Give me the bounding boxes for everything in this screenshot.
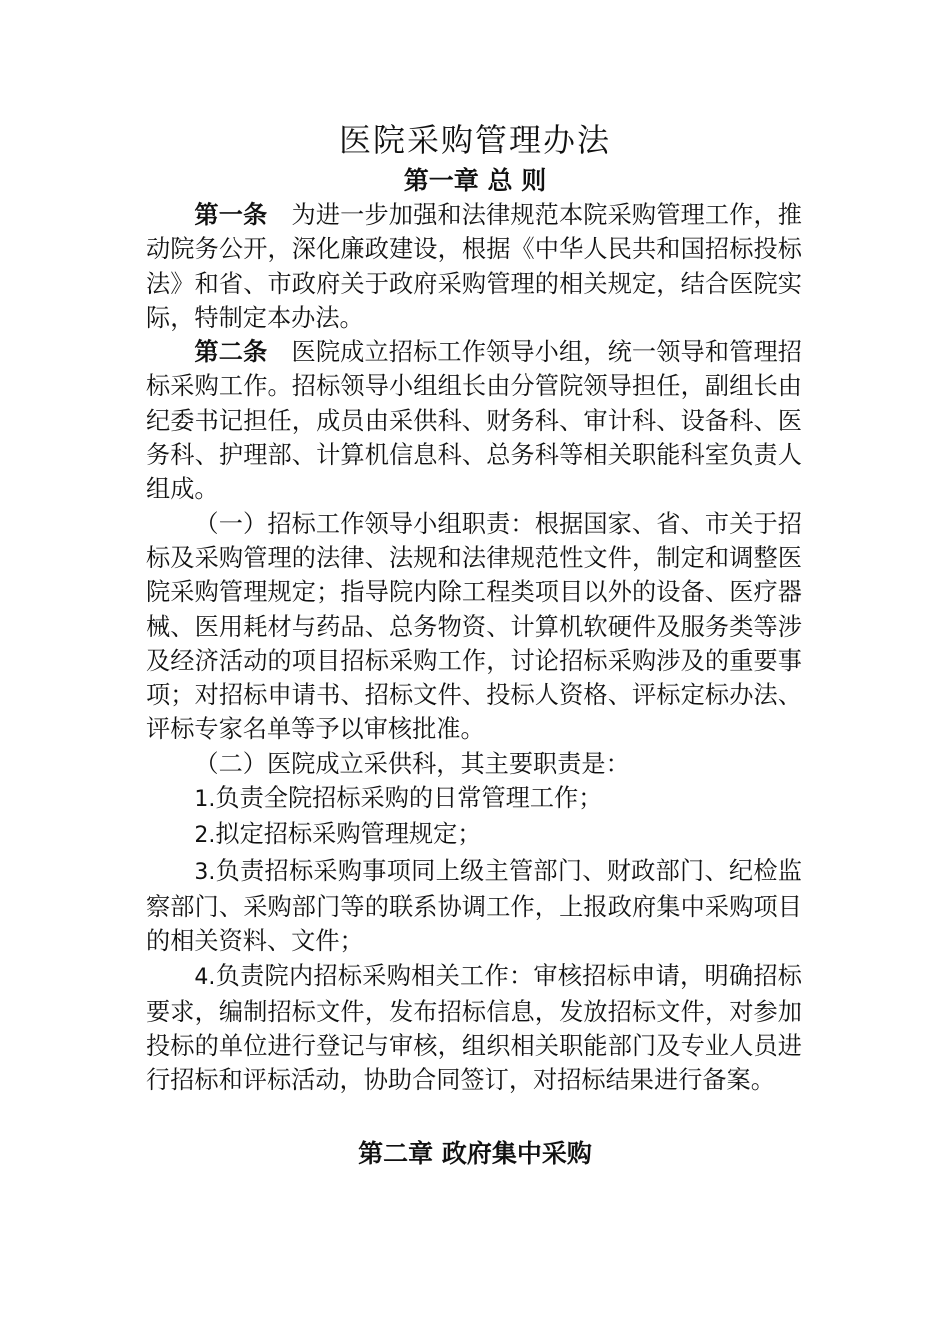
- document-body: [146, 198, 802, 1098]
- duty-item-text: 负责院内招标采购相关工作：审核招标申请，明确招标要求，编制招标文件，发布招标信息，发放招标文件，对参加投标的单位进行登记与审核，组织相关职能部门及专业人员进行招标和评标活动，协助合同签订，对招标结果进行备案。: [146, 961, 802, 1095]
- duty-item-4: [146, 959, 802, 1098]
- duty-item-number: 4.: [194, 964, 216, 990]
- article-1-text: 为进一步加强和法律规范本院采购管理工作，推动院务公开，深化廉政建设，根据《中华人民共和国招标投标法》和省、市政府关于政府采购管理的相关规定，结合医院实际，特制定本办法。: [146, 201, 802, 332]
- chapter-2-heading: 第二章 政府集中采购: [358, 1139, 592, 1168]
- article-1-lead: 第一条: [194, 200, 268, 229]
- duty-item-text: 负责全院招标采购的日常管理工作；: [215, 784, 603, 813]
- duty-item-text: 拟定招标采购管理规定；: [215, 820, 482, 849]
- duty-item-3: [146, 854, 802, 959]
- article-2: [146, 335, 802, 506]
- article-2-text: 医院成立招标工作领导小组，统一领导和管理招标采购工作。招标领导小组组长由分管院领导担任，副组长由纪委书记担任，成员由采供科、财务科、审计科、设备科、医务科、护理部、计算机信息科、总务科等相关职能科室负责人组成。: [146, 338, 802, 504]
- article-2-lead: 第二条: [194, 337, 268, 367]
- item-2-paragraph: （二）医院成立采供科，其主要职责是：: [194, 749, 630, 778]
- duty-item-1: [146, 781, 802, 817]
- duty-item-number: 1.: [194, 787, 216, 813]
- item-1-paragraph: （一）招标工作领导小组职责：根据国家、省、市关于招标及采购管理的法律、法规和法律规范性文件，制定和调整医院采购管理规定；指导院内除工程类项目以外的设备、医疗器械、医用耗材与药品、总务物资、计算机软硬件及服务类等涉及经济活动的项目招标采购工作，讨论招标采购涉及的重要事项；对招标申请书、招标文件、投标人资格、评标定标办法、评标专家名单等予以审核批准。: [146, 509, 802, 744]
- chapter-1-heading: 第一章 总 则: [403, 166, 547, 195]
- document-title: 医院采购管理办法: [338, 121, 611, 159]
- duty-item-number: 3.: [194, 859, 216, 885]
- duty-item-number: 2.: [194, 823, 216, 849]
- duty-item-2: [146, 817, 802, 853]
- article-1: [146, 198, 802, 335]
- duty-item-text: 负责招标采购事项同上级主管部门、财政部门、纪检监察部门、采购部门等的联系协调工作，上报政府集中采购项目的相关资料、文件；: [146, 856, 802, 956]
